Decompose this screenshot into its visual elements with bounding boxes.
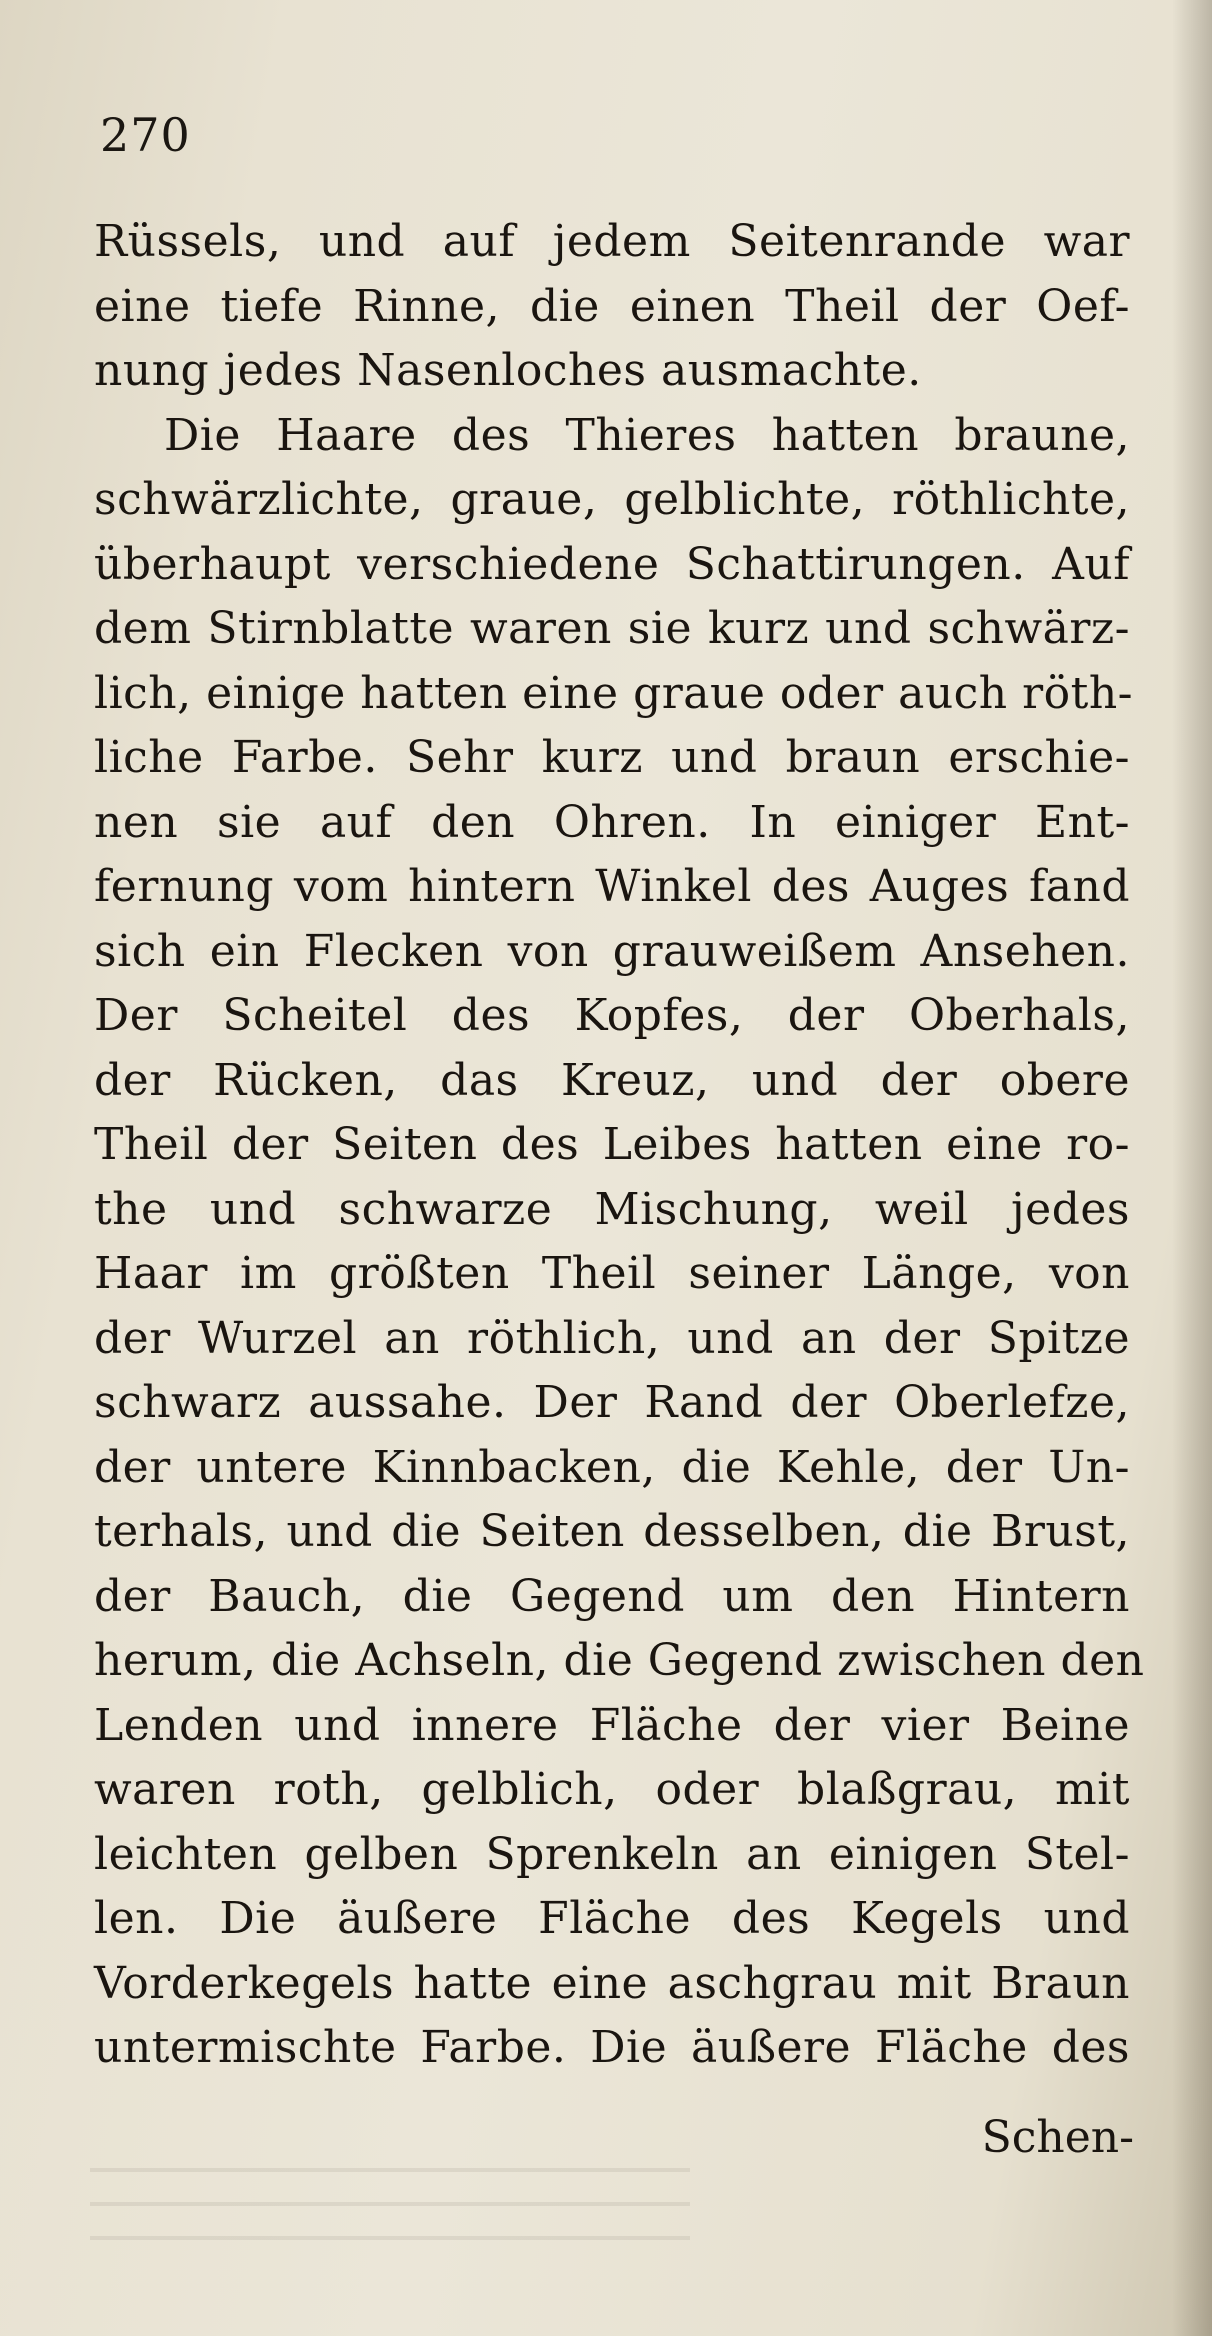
text-line: der Bauch, die Gegend um den Hintern: [94, 1570, 1130, 1622]
text-line: überhaupt verschiedene Schattirungen. Auf: [94, 538, 1130, 590]
body-text: [94, 210, 1145, 2081]
text-line: leichten gelben Sprenkeln an einigen Stel-: [94, 1828, 1130, 1880]
text-line: herum, die Achseln, die Gegend zwischen den: [94, 1635, 1145, 1686]
show-through-bleed: [90, 2150, 690, 2270]
page-edge-shadow: [1172, 0, 1212, 2336]
catchword: Schen-: [981, 2112, 1134, 2163]
text-line: der untere Kinnbacken, die Kehle, der Un-: [94, 1441, 1130, 1493]
text-line: Rüssels, und auf jedem Seitenrande war: [94, 216, 1130, 267]
text-line: liche Farbe. Sehr kurz und braun erschie-: [94, 732, 1130, 783]
text-line: nung jedes Nasenloches ausmachte.: [94, 345, 922, 396]
text-line: terhals, und die Seiten desselben, die Brust,: [94, 1506, 1130, 1557]
text-line: der Wurzel an röthlich, und an der Spitze: [94, 1312, 1130, 1364]
text-line: Die Haare des Thieres hatten braune,: [164, 409, 1130, 461]
text-line: untermischte Farbe. Die äußere Fläche des: [94, 2022, 1130, 2073]
text-line: waren roth, gelblich, oder blaßgrau, mit: [94, 1764, 1130, 1815]
text-line: nen sie auf den Ohren. In einiger Ent-: [94, 796, 1130, 848]
text-line: schwarz aussahe. Der Rand der Oberlefze,: [94, 1377, 1130, 1428]
text-line: Der Scheitel des Kopfes, der Oberhals,: [94, 990, 1130, 1041]
text-line: Vorderkegels hatte eine aschgrau mit Braun: [94, 1957, 1130, 2009]
text-line: sich ein Flecken von grauweißem Ansehen.: [94, 925, 1130, 977]
text-line: schwärzlichte, graue, gelblichte, röthlichte,: [94, 474, 1130, 525]
text-line: len. Die äußere Fläche des Kegels und: [94, 1893, 1130, 1944]
text-line: eine tiefe Rinne, die einen Theil der Oef-: [94, 280, 1130, 332]
page-number: 270: [100, 108, 191, 162]
text-line: Lenden und innere Fläche der vier Beine: [94, 1699, 1130, 1751]
text-line: Haar im größten Theil seiner Länge, von: [94, 1248, 1130, 1299]
text-line: lich, einige hatten eine graue oder auch röth-: [94, 667, 1134, 719]
text-line: Theil der Seiten des Leibes hatten eine ro-: [94, 1119, 1130, 1170]
text-line: der Rücken, das Kreuz, und der obere: [94, 1054, 1130, 1106]
text-line: the und schwarze Mischung, weil jedes: [94, 1183, 1130, 1235]
text-line: fernung vom hintern Winkel des Auges fand: [94, 861, 1130, 912]
text-line: dem Stirnblatte waren sie kurz und schwärz-: [94, 603, 1130, 654]
